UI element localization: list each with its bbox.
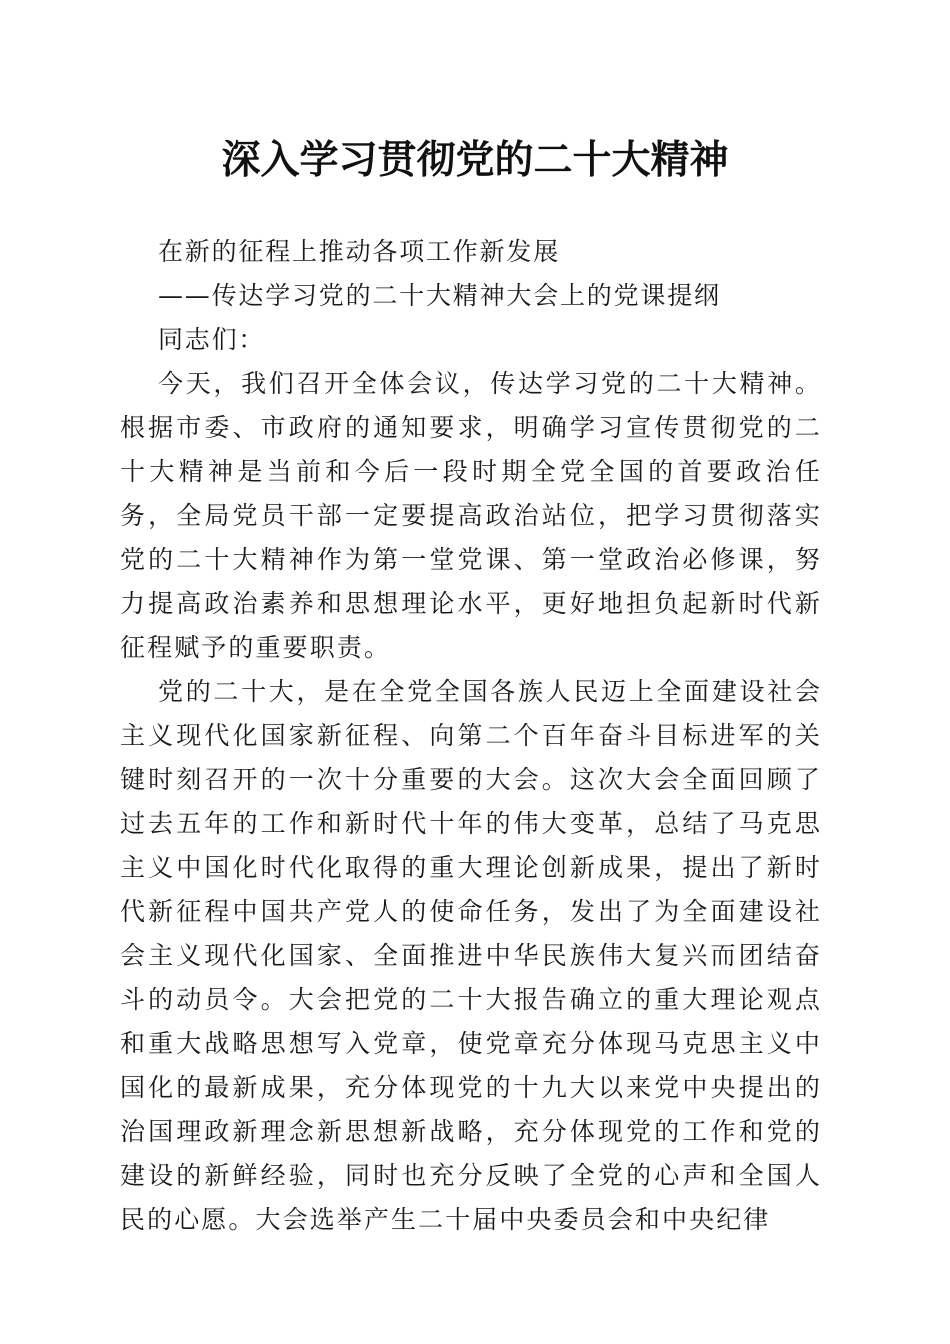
- document-subtitle-secondary: ——传达学习党的二十大精神大会上的党课提纲: [158, 281, 721, 310]
- body-paragraph-2: 党的二十大，是在全党全国各族人民迈上全面建设社会主义现代化国家新征程、向第二个百年奋斗目标进军的关键时刻召开的一次十分重要的大会。这次大会全面回顾了过去五年的工作和新时代十年的伟大变革，总结了马克思主义中国化时代化取得的重大理论创新成果，提出了新时代新征程中国共产党人的使命任务，发出了为全面建设社会主义现代化国家、全面推进中华民族伟大复兴而团结奋斗的动员令。大会把党的二十大报告确立的重大理论观点和重大战略思想写入党章，使党章充分体现马克思主义中国化的最新成果，充分体现党的十九大以来党中央提出的治国理政新理念新思想新战略，充分体现党的工作和党的建设的新鲜经验，同时也充分反映了全党的心声和全国人民的心愿。大会选举产生二十届中央委员会和中央纪律: [120, 677, 822, 1234]
- body-paragraph-1: 今天，我们召开全体会议，传达学习党的二十大精神。根据市委、市政府的通知要求，明确学习宣传贯彻党的二十大精神是当前和今后一段时期全党全国的首要政治任务，全局党员干部一定要提高政治站位，把学习贯彻落实党的二十大精神作为第一堂党课、第一堂政治必修课，努力提高政治素养和思想理论水平，更好地担负起新时代新征程赋予的重要职责。: [120, 369, 822, 662]
- document-body: [120, 230, 822, 1242]
- document-title: 深入学习贯彻党的二十大精神: [221, 137, 729, 183]
- document-subtitle: 在新的征程上推动各项工作新发展: [158, 237, 561, 266]
- salutation: 同志们：: [158, 325, 266, 354]
